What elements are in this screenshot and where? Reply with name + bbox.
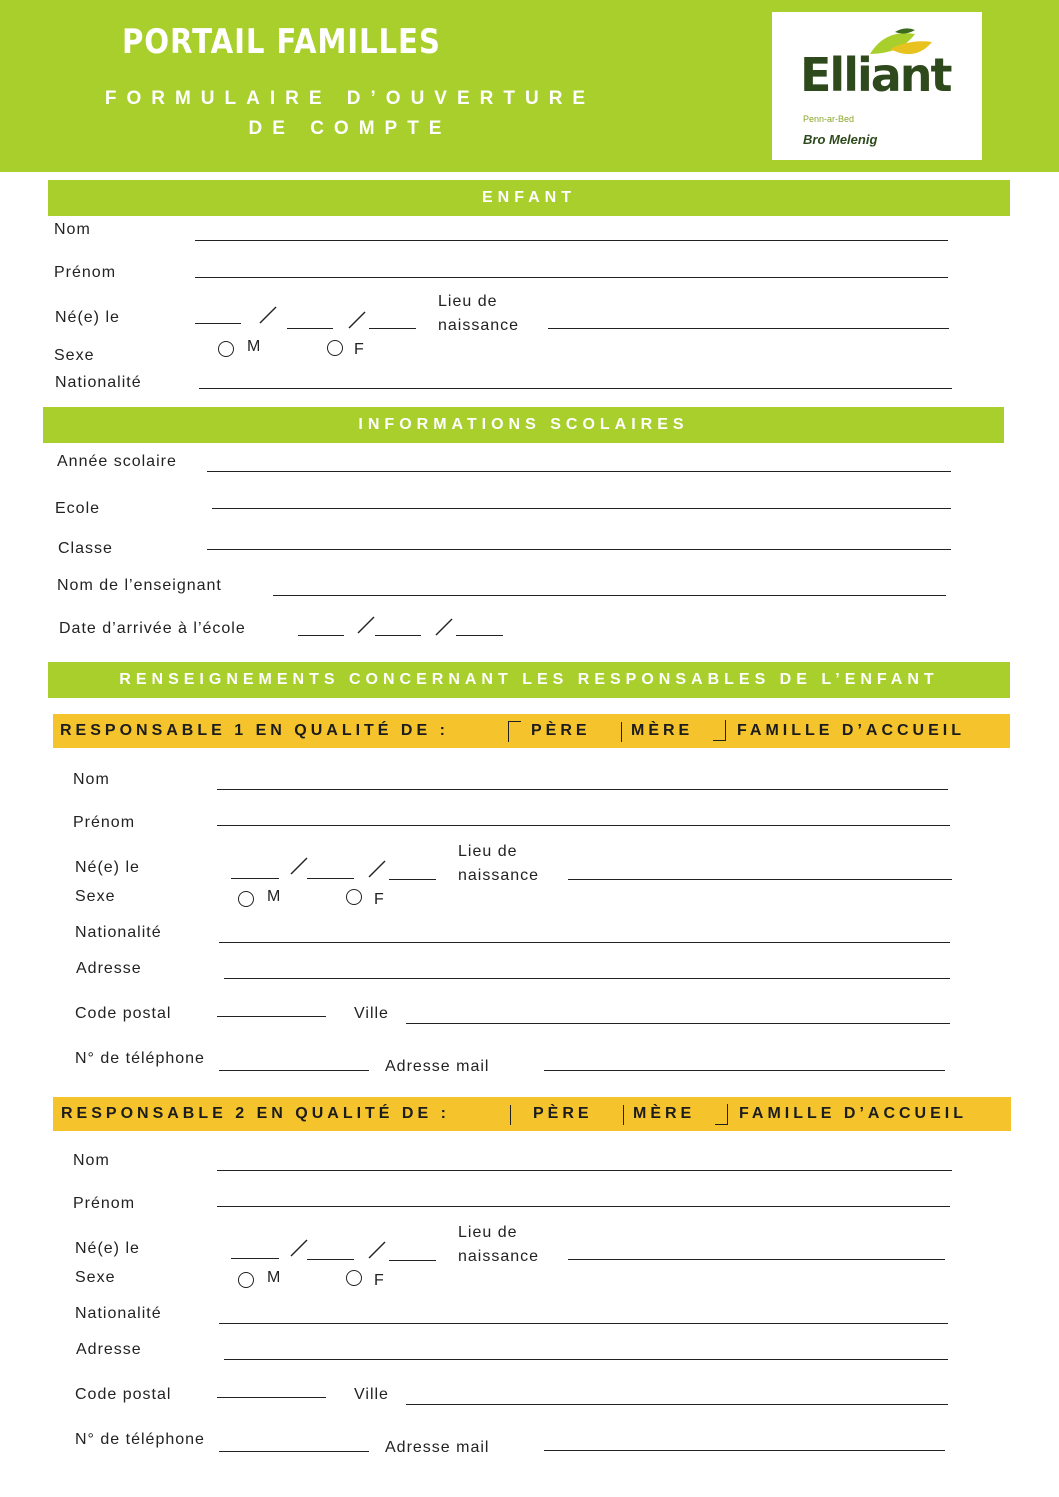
r1-nationalite-label: Nationalité <box>75 924 162 941</box>
responsable-1-title: RESPONSABLE 1 EN QUALITÉ DE : <box>60 722 449 739</box>
r1-naissance-label: naissance <box>458 867 540 884</box>
ecole-field[interactable] <box>212 508 951 509</box>
r1-birth-day-field[interactable] <box>231 878 279 879</box>
enfant-nom-field[interactable] <box>195 240 948 241</box>
r1-adresse-label: Adresse <box>76 960 142 977</box>
responsable-2-famille-label: FAMILLE D’ACCUEIL <box>739 1105 967 1122</box>
r2-nationalite-label: Nationalité <box>75 1305 162 1322</box>
r2-telephone-field[interactable] <box>219 1451 369 1452</box>
enfant-sexe-m-label: M <box>247 338 262 355</box>
responsable-2-title: RESPONSABLE 2 EN QUALITÉ DE : <box>61 1105 450 1122</box>
responsable-2-famille-checkbox[interactable] <box>715 1104 728 1125</box>
enfant-sexe-f-label: F <box>354 341 365 358</box>
r2-mail-field[interactable] <box>544 1450 945 1451</box>
responsable-1-mere-checkbox[interactable] <box>621 722 622 742</box>
r2-sexe-label: Sexe <box>75 1269 116 1286</box>
enfant-birth-year-field[interactable] <box>369 328 416 329</box>
r1-nom-field[interactable] <box>217 789 948 790</box>
enfant-lieu-label: Lieu de <box>438 293 498 310</box>
responsable-2-mere-checkbox[interactable] <box>623 1105 624 1125</box>
r2-sexe-f-radio[interactable] <box>346 1270 362 1286</box>
logo-tagline: Bro Melenig <box>803 132 878 147</box>
r2-code-postal-label: Code postal <box>75 1386 172 1403</box>
annee-scolaire-field[interactable] <box>207 471 951 472</box>
date-separator-icon <box>356 615 376 635</box>
ecole-label: Ecole <box>55 500 101 517</box>
r2-ville-field[interactable] <box>406 1404 948 1405</box>
form-subtitle-line2: DE COMPTE <box>248 118 452 139</box>
enfant-prenom-field[interactable] <box>195 277 948 278</box>
r2-mail-label: Adresse mail <box>385 1439 490 1456</box>
enfant-sexe-label: Sexe <box>54 347 95 364</box>
r1-sexe-f-radio[interactable] <box>346 889 362 905</box>
responsable-2-pere-label: PÈRE <box>533 1105 593 1122</box>
date-arrivee-label: Date d’arrivée à l’école <box>59 620 246 637</box>
section-responsables: RENSEIGNEMENTS CONCERNANT LES RESPONSABLES DE L’ENFANT <box>48 662 1010 698</box>
r1-ville-label: Ville <box>354 1005 389 1022</box>
classe-label: Classe <box>58 540 113 557</box>
responsable-1-mere-label: MÈRE <box>631 722 694 739</box>
r2-code-postal-field[interactable] <box>217 1397 326 1398</box>
enfant-nationalite-label: Nationalité <box>55 374 142 391</box>
classe-field[interactable] <box>207 549 951 550</box>
r1-ville-field[interactable] <box>406 1023 950 1024</box>
r1-lieu-label: Lieu de <box>458 843 518 860</box>
r1-sexe-f-label: F <box>374 891 385 908</box>
date-separator-icon <box>367 859 387 879</box>
r1-prenom-label: Prénom <box>73 814 136 831</box>
r2-lieu-naissance-field[interactable] <box>568 1259 945 1260</box>
r1-birth-year-field[interactable] <box>389 879 436 880</box>
r1-birth-month-field[interactable] <box>307 878 354 879</box>
r2-prenom-label: Prénom <box>73 1195 136 1212</box>
r1-mail-label: Adresse mail <box>385 1058 490 1075</box>
r2-adresse-field[interactable] <box>224 1359 948 1360</box>
enseignant-label: Nom de l’enseignant <box>57 577 222 594</box>
r2-birth-month-field[interactable] <box>307 1259 354 1260</box>
enseignant-field[interactable] <box>273 595 946 596</box>
section-enfant: ENFANT <box>48 180 1010 216</box>
r1-sexe-label: Sexe <box>75 888 116 905</box>
section-informations-scolaires: INFORMATIONS SCOLAIRES <box>43 407 1004 443</box>
enfant-nationalite-field[interactable] <box>199 388 952 389</box>
r2-ne-le-label: Né(e) le <box>75 1240 140 1257</box>
r1-adresse-field[interactable] <box>224 978 950 979</box>
r2-telephone-label: N° de téléphone <box>75 1431 205 1448</box>
enfant-prenom-label: Prénom <box>54 264 117 281</box>
enfant-naissance-label: naissance <box>438 317 520 334</box>
r1-code-postal-label: Code postal <box>75 1005 172 1022</box>
responsable-1-pere-checkbox[interactable] <box>508 721 521 742</box>
date-separator-icon <box>367 1240 387 1260</box>
r1-sexe-m-radio[interactable] <box>238 891 254 907</box>
r1-nom-label: Nom <box>73 771 110 788</box>
responsable-2-pere-checkbox[interactable] <box>510 1105 511 1125</box>
arrivee-day-field[interactable] <box>298 635 344 636</box>
enfant-ne-le-label: Né(e) le <box>55 309 120 326</box>
r1-lieu-naissance-field[interactable] <box>568 879 952 880</box>
r2-sexe-m-label: M <box>267 1269 282 1286</box>
date-separator-icon <box>289 856 309 876</box>
logo-subtitle: Penn-ar-Bed <box>803 114 855 124</box>
responsable-1-pere-label: PÈRE <box>531 722 591 739</box>
enfant-birth-month-field[interactable] <box>287 328 333 329</box>
annee-scolaire-label: Année scolaire <box>57 453 177 470</box>
date-separator-icon <box>258 305 278 325</box>
r2-sexe-m-radio[interactable] <box>238 1272 254 1288</box>
enfant-nom-label: Nom <box>54 221 91 238</box>
enfant-sexe-f-radio[interactable] <box>327 340 343 356</box>
enfant-lieu-naissance-field[interactable] <box>548 328 949 329</box>
form-subtitle-line1: FORMULAIRE D’OUVERTURE <box>104 88 596 109</box>
r1-mail-field[interactable] <box>544 1070 945 1071</box>
responsable-1-famille-label: FAMILLE D’ACCUEIL <box>737 722 965 739</box>
r1-nationalite-field[interactable] <box>219 942 950 943</box>
r2-birth-day-field[interactable] <box>231 1258 279 1259</box>
r1-telephone-label: N° de téléphone <box>75 1050 205 1067</box>
r2-nom-label: Nom <box>73 1152 110 1169</box>
arrivee-year-field[interactable] <box>456 635 503 636</box>
date-separator-icon <box>289 1238 309 1258</box>
r2-lieu-label: Lieu de <box>458 1224 518 1241</box>
r1-sexe-m-label: M <box>267 888 282 905</box>
logo-brand: Elliant <box>800 48 951 102</box>
r2-adresse-label: Adresse <box>76 1341 142 1358</box>
responsable-2-mere-label: MÈRE <box>633 1105 696 1122</box>
r2-nom-field[interactable] <box>217 1170 952 1171</box>
enfant-birth-day-field[interactable] <box>195 323 241 324</box>
r2-ville-label: Ville <box>354 1386 389 1403</box>
r2-nationalite-field[interactable] <box>219 1323 948 1324</box>
r2-naissance-label: naissance <box>458 1248 540 1265</box>
page-title: PORTAIL FAMILLES <box>122 22 441 62</box>
arrivee-month-field[interactable] <box>375 635 421 636</box>
r2-prenom-field[interactable] <box>217 1206 950 1207</box>
r1-code-postal-field[interactable] <box>217 1016 326 1017</box>
r2-birth-year-field[interactable] <box>389 1260 436 1261</box>
enfant-sexe-m-radio[interactable] <box>218 341 234 357</box>
date-separator-icon <box>347 310 367 330</box>
r1-ne-le-label: Né(e) le <box>75 859 140 876</box>
r1-prenom-field[interactable] <box>217 825 950 826</box>
r2-sexe-f-label: F <box>374 1272 385 1289</box>
r1-telephone-field[interactable] <box>219 1070 369 1071</box>
date-separator-icon <box>434 617 454 637</box>
responsable-1-famille-checkbox[interactable] <box>713 720 726 741</box>
